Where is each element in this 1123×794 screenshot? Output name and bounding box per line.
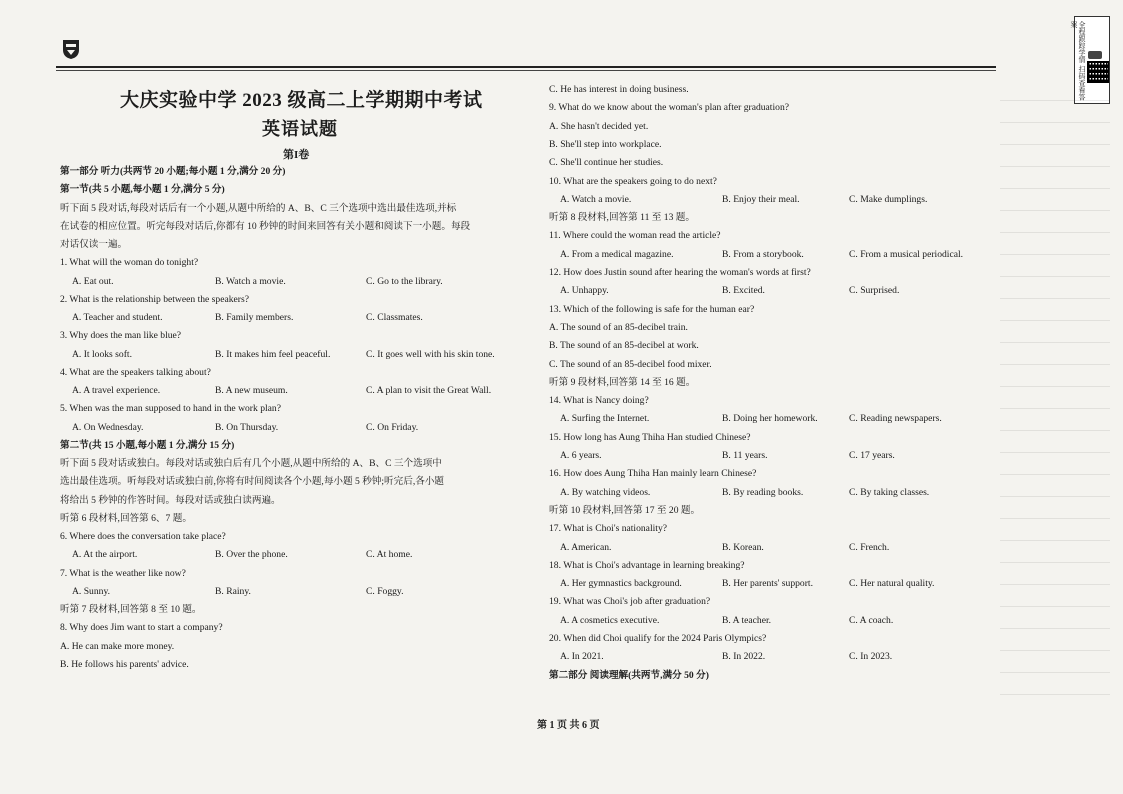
answer-option: C. From a musical periodical. bbox=[849, 248, 964, 260]
answer-option: A. Teacher and student. bbox=[72, 312, 163, 323]
question-line: 听第 9 段材料,回答第 14 至 16 题。 bbox=[549, 376, 696, 388]
answer-option: B. On Thursday. bbox=[215, 421, 279, 433]
question-line: 11. Where could the woman read the article? bbox=[549, 230, 721, 242]
question-line: 20. When did Choi qualify for the 2024 Paris Olympics? bbox=[549, 633, 767, 644]
answer-option: B. A teacher. bbox=[722, 614, 772, 626]
answer-option: C. Reading newspapers. bbox=[849, 413, 942, 425]
answer-option: C. On Friday. bbox=[366, 421, 419, 433]
question-line: 10. What are the speakers going to do next? bbox=[549, 175, 717, 187]
school-emblem-icon bbox=[60, 38, 82, 60]
answer-option: B. Doing her homework. bbox=[722, 413, 818, 425]
answer-option: B. Watch a movie. bbox=[215, 275, 286, 287]
question-line: 听第 8 段材料,回答第 11 至 13 题。 bbox=[549, 212, 695, 224]
answer-option: A. In 2021. bbox=[560, 651, 604, 663]
answer-option: C. A plan to visit the Great Wall. bbox=[366, 385, 492, 396]
question-line: 选出最佳选项。听每段对话或独白前,你将有时间阅读各个小题,每小题 5 秒钟;听完后,各小题 bbox=[60, 476, 445, 488]
header-rule-thin bbox=[56, 70, 996, 71]
question-line: 8. Why does Jim want to start a company? bbox=[60, 622, 223, 634]
answer-option: B. Over the phone. bbox=[215, 549, 288, 561]
qr-code-box bbox=[1070, 16, 1110, 104]
header-rule bbox=[56, 66, 996, 68]
answer-option: A. On Wednesday. bbox=[72, 421, 144, 433]
answer-option: C. Go to the library. bbox=[366, 275, 443, 287]
answer-option: B. Her parents' support. bbox=[722, 578, 813, 590]
answer-option: C. 17 years. bbox=[849, 450, 895, 461]
section-heading: 第二节(共 15 小题,每小题 1 分,满分 15 分) bbox=[60, 439, 235, 451]
answer-option: C. By taking classes. bbox=[849, 486, 930, 498]
answer-option: A. Sunny. bbox=[72, 585, 111, 597]
app-icon bbox=[1088, 51, 1102, 59]
answer-option: B. By reading books. bbox=[722, 486, 804, 498]
question-line: 听第 10 段材料,回答第 17 至 20 题。 bbox=[549, 504, 701, 516]
question-line: 听第 7 段材料,回答第 8 至 10 题。 bbox=[60, 604, 202, 615]
answer-option: B. Family members. bbox=[215, 312, 294, 323]
answer-option: C. It goes well with his skin tone. bbox=[366, 348, 495, 360]
answer-option: A. It looks soft. bbox=[72, 348, 132, 360]
volume-label: 第I卷 bbox=[283, 149, 310, 161]
answer-option: A. Surfing the Internet. bbox=[560, 413, 650, 425]
answer-option: B. It makes him feel peaceful. bbox=[215, 348, 331, 360]
answer-option: C. Foggy. bbox=[366, 585, 404, 597]
question-line: 6. Where does the conversation take place? bbox=[60, 531, 226, 542]
answer-option: B. In 2022. bbox=[722, 651, 766, 663]
question-line: 17. What is Choi's nationality? bbox=[549, 523, 667, 535]
section-heading: 第一节(共 5 小题,每小题 1 分,满分 5 分) bbox=[60, 184, 225, 196]
qr-code-icon bbox=[1087, 61, 1109, 83]
question-line: 听下面 5 段对话或独白。每段对话或独白后有几个小题,从题中所给的 A、B、C 三个选项中 bbox=[60, 458, 442, 469]
answer-option: C. Make dumplings. bbox=[849, 193, 928, 205]
answer-option: B. Korean. bbox=[722, 541, 764, 553]
question-line: 19. What was Choi's job after graduation? bbox=[549, 596, 711, 608]
question-line: 13. Which of the following is safe for the human ear? bbox=[549, 303, 755, 315]
question-line: C. She'll continue her studies. bbox=[549, 157, 664, 169]
answer-option: A. A cosmetics executive. bbox=[560, 614, 660, 626]
question-line: B. The sound of an 85-decibel at work. bbox=[549, 340, 699, 352]
answer-option: B. Excited. bbox=[722, 285, 765, 297]
question-line: 2. What is the relationship between the speakers? bbox=[60, 293, 249, 305]
answer-option: A. From a medical magazine. bbox=[560, 248, 674, 260]
question-line: 听第 6 段材料,回答第 6、7 题。 bbox=[60, 512, 192, 524]
question-line: 4. What are the speakers talking about? bbox=[60, 366, 211, 378]
question-line: 7. What is the weather like now? bbox=[60, 567, 186, 579]
answer-option: A. By watching videos. bbox=[560, 486, 651, 498]
answer-option: A. Eat out. bbox=[72, 275, 114, 287]
question-line: 3. Why does the man like blue? bbox=[60, 330, 182, 342]
answer-option: C. Classmates. bbox=[366, 312, 423, 323]
question-line: 14. What is Nancy doing? bbox=[549, 395, 649, 407]
question-line: 将给出 5 秒钟的作答时间。每段对话或独白读两遍。 bbox=[60, 494, 281, 506]
answer-option: A. Watch a movie. bbox=[560, 193, 632, 205]
question-line: C. The sound of an 85-decibel food mixer. bbox=[549, 358, 712, 370]
exam-subtitle: 英语试题 bbox=[262, 119, 338, 139]
section-heading: 第一部分 听力(共两节 20 小题;每小题 1 分,满分 20 分) bbox=[60, 166, 286, 177]
question-line: B. She'll step into workplace. bbox=[549, 138, 662, 150]
question-line: 9. What do we know about the woman's plan after graduation? bbox=[549, 102, 789, 114]
bleed-through-lines bbox=[1000, 100, 1110, 700]
question-line: 12. How does Justin sound after hearing the woman's words at first? bbox=[549, 267, 811, 278]
answer-option: B. Rainy. bbox=[215, 585, 251, 597]
page-number: 第 1 页 共 6 页 bbox=[537, 720, 600, 731]
question-line: A. She hasn't decided yet. bbox=[549, 120, 649, 132]
answer-option: A. Unhappy. bbox=[560, 285, 609, 297]
question-line: 听下面 5 段对话,每段对话后有一个小题,从题中所给的 A、B、C 三个选项中选出最佳选项,并标 bbox=[60, 202, 457, 214]
answer-option: B. Enjoy their meal. bbox=[722, 193, 800, 205]
question-line: C. He has interest in doing business. bbox=[549, 84, 689, 95]
answer-option: A. A travel experience. bbox=[72, 385, 161, 396]
question-line: A. He can make more money. bbox=[60, 640, 175, 652]
question-line: A. The sound of an 85-decibel train. bbox=[549, 321, 688, 333]
answer-option: A. At the airport. bbox=[72, 549, 138, 561]
answer-option: C. At home. bbox=[366, 549, 413, 561]
answer-option: B. A new museum. bbox=[215, 385, 288, 396]
answer-option: B. From a storybook. bbox=[722, 248, 804, 260]
answer-option: C. A coach. bbox=[849, 614, 894, 626]
question-line: 18. What is Choi's advantage in learning breaking? bbox=[549, 559, 745, 571]
answer-option: A. 6 years. bbox=[560, 450, 602, 461]
answer-option: A. Her gymnastics background. bbox=[560, 578, 682, 590]
answer-option: B. 11 years. bbox=[722, 450, 768, 461]
question-line: 15. How long has Aung Thiha Han studied Chinese? bbox=[549, 431, 751, 443]
question-line: 16. How does Aung Thiha Han mainly learn Chinese? bbox=[549, 468, 757, 480]
qr-label: 全程跟踪学情 扫码查看答案 bbox=[1070, 21, 1086, 101]
question-line: 在试卷的相应位置。听完每段对话后,你都有 10 秒钟的时间来回答有关小题和阅读下一小题。每段 bbox=[60, 220, 471, 232]
question-line: 对话仅读一遍。 bbox=[60, 239, 128, 250]
question-line: 5. When was the man supposed to hand in the work plan? bbox=[60, 403, 281, 415]
answer-option: C. In 2023. bbox=[849, 651, 893, 663]
answer-option: C. Her natural quality. bbox=[849, 578, 935, 590]
question-line: 1. What will the woman do tonight? bbox=[60, 257, 199, 269]
answer-option: C. French. bbox=[849, 541, 890, 553]
answer-option: C. Surprised. bbox=[849, 285, 900, 297]
exam-title: 大庆实验中学 2023 级高二上学期期中考试 bbox=[120, 90, 483, 111]
answer-option: A. American. bbox=[560, 541, 612, 553]
section-heading: 第二部分 阅读理解(共两节,满分 50 分) bbox=[549, 669, 709, 681]
question-line: B. He follows his parents' advice. bbox=[60, 658, 189, 670]
